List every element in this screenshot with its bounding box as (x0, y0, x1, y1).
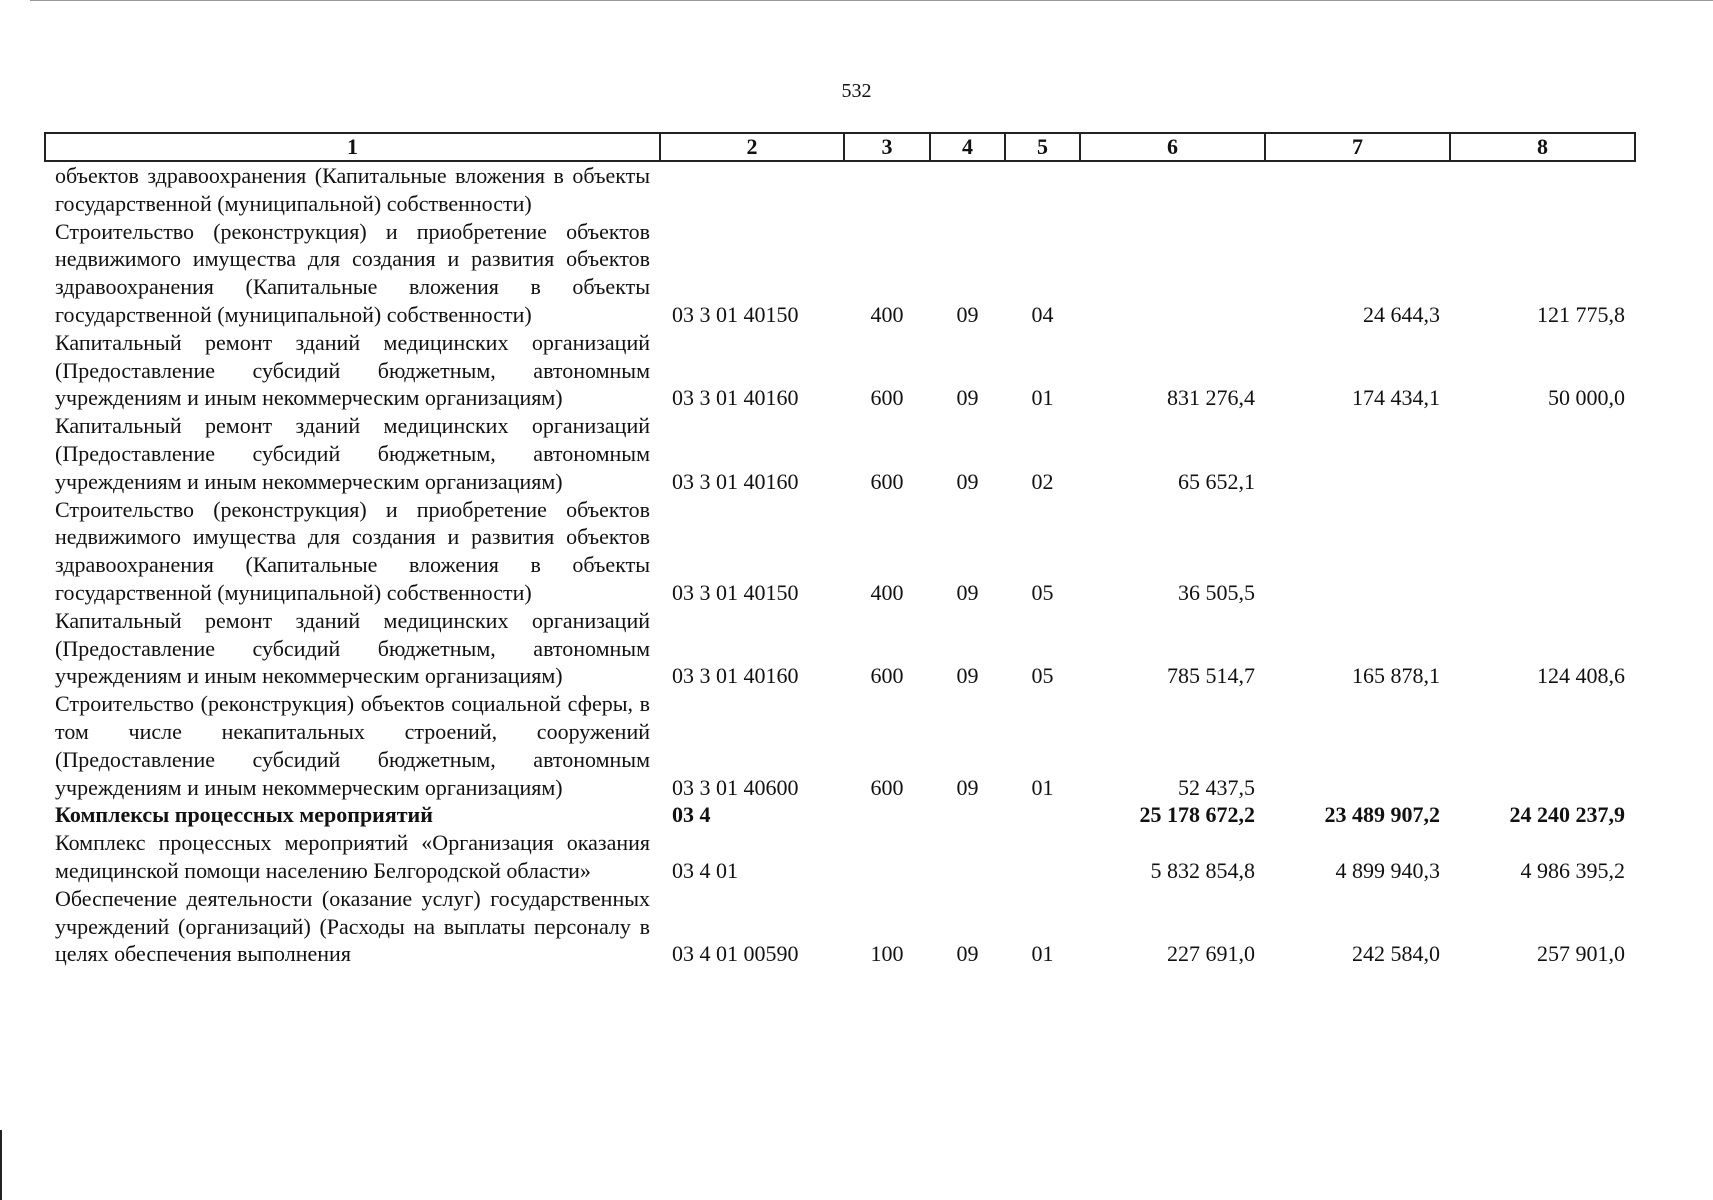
row-code-cell: 03 3 01 40600 (672, 774, 799, 800)
row-value-8-cell: 124 408,6 (1537, 663, 1625, 689)
row-value-6-cell: 831 276,4 (1167, 385, 1255, 411)
table-row (45, 496, 1635, 607)
budget-table (44, 132, 1636, 968)
row-name-cell: Комплекс процессных мероприятий «Организация оказания медицинской помощи населению Белгородской области» (55, 830, 650, 883)
column-header: 2 (660, 133, 844, 161)
row-value-7-cell (1265, 412, 1450, 495)
row-subsection-cell: 01 (1031, 941, 1054, 967)
column-header: 3 (844, 133, 930, 161)
table-row (45, 218, 1635, 329)
row-section-cell (930, 161, 1005, 218)
row-subsection-cell (1005, 829, 1080, 885)
row-subsection-cell: 04 (1031, 301, 1054, 327)
row-value-8-cell (1450, 690, 1635, 801)
row-value-7-cell (1265, 161, 1450, 218)
row-value-6-cell: 52 437,5 (1178, 774, 1255, 800)
row-code-cell: 03 4 01 (672, 857, 738, 883)
page-number: 532 (841, 80, 872, 102)
row-value-7-cell: 23 489 907,2 (1324, 802, 1440, 828)
row-vr-cell: 600 (870, 468, 904, 494)
table-row (45, 412, 1635, 495)
table-row (45, 829, 1635, 885)
row-value-8-cell: 24 240 237,9 (1509, 802, 1625, 828)
row-value-8-cell (1450, 412, 1635, 495)
row-section-cell: 09 (956, 663, 979, 689)
row-subsection-cell: 01 (1031, 385, 1054, 411)
row-code-cell: 03 4 (672, 802, 711, 828)
column-header: 6 (1080, 133, 1265, 161)
row-vr-cell: 600 (870, 774, 904, 800)
row-section-cell: 09 (956, 301, 979, 327)
top-border-line (30, 0, 1713, 1)
row-section-cell: 09 (956, 774, 979, 800)
row-section-cell: 09 (956, 579, 979, 605)
table-row (45, 607, 1635, 690)
row-vr-cell (844, 829, 930, 885)
table-row (45, 801, 1635, 829)
row-code-cell: 03 3 01 40160 (672, 663, 799, 689)
row-subsection-cell: 05 (1031, 579, 1054, 605)
table-body (45, 161, 1635, 968)
row-section-cell: 09 (956, 941, 979, 967)
row-value-6-cell (1080, 218, 1265, 329)
row-name-cell: Капитальный ремонт зданий медицинских организаций (Предоставление субсидий бюджетным, автономным учреждениям и иным некоммерческим организациям) (55, 413, 650, 494)
row-value-7-cell (1265, 690, 1450, 801)
column-header: 1 (45, 133, 660, 161)
row-name-cell: Капитальный ремонт зданий медицинских организаций (Предоставление субсидий бюджетным, автономным учреждениям и иным некоммерческим организациям) (55, 329, 650, 411)
row-value-6-cell: 25 178 672,2 (1139, 802, 1255, 828)
column-header: 7 (1265, 133, 1450, 161)
column-header: 5 (1005, 133, 1080, 161)
row-vr-cell: 100 (870, 941, 904, 967)
row-vr-cell: 400 (870, 301, 904, 327)
table-row (45, 161, 1635, 218)
row-value-7-cell (1265, 496, 1450, 607)
row-value-7-cell: 165 878,1 (1352, 663, 1440, 689)
row-name-cell: Комплексы процессных мероприятий (55, 802, 433, 828)
column-header: 4 (930, 133, 1005, 161)
row-code-cell: 03 3 01 40160 (672, 385, 799, 411)
row-value-6-cell: 227 691,0 (1167, 941, 1255, 967)
row-value-7-cell: 4 899 940,3 (1335, 857, 1440, 883)
table-row (45, 329, 1635, 412)
table-row (45, 690, 1635, 801)
row-subsection-cell: 02 (1031, 468, 1054, 494)
row-code-cell: 03 4 01 00590 (672, 941, 799, 967)
row-code-cell: 03 3 01 40150 (672, 579, 799, 605)
row-value-6-cell (1080, 161, 1265, 218)
row-code-cell (660, 161, 844, 218)
row-subsection-cell: 01 (1031, 774, 1054, 800)
row-subsection-cell (1005, 161, 1080, 218)
row-value-8-cell: 4 986 395,2 (1520, 857, 1625, 883)
row-section-cell: 09 (956, 385, 979, 411)
row-code-cell: 03 3 01 40160 (672, 468, 799, 494)
row-value-8-cell (1450, 161, 1635, 218)
row-vr-cell: 400 (870, 579, 904, 605)
row-value-8-cell: 257 901,0 (1537, 941, 1625, 967)
left-border-line (0, 1130, 2, 1200)
row-section-cell (930, 829, 1005, 885)
table-header-row (45, 133, 1635, 161)
table-row (45, 885, 1635, 968)
row-code-cell: 03 3 01 40150 (672, 301, 799, 327)
row-section-cell: 09 (956, 468, 979, 494)
row-subsection-cell (1005, 801, 1080, 829)
row-value-8-cell: 121 775,8 (1537, 301, 1625, 327)
row-name-cell: Капитальный ремонт зданий медицинских организаций (Предоставление субсидий бюджетным, автономным учреждениям и иным некоммерческим организациям) (55, 607, 650, 689)
row-name-cell: Строительство (реконструкция) и приобретение объектов недвижимого имущества для создания и развития объектов здравоохранения (Капитальные вложения в объекты государственной (муниципальной) собственности) (55, 496, 650, 605)
row-subsection-cell: 05 (1031, 663, 1054, 689)
row-name-cell: Строительство (реконструкция) объектов социальной сферы, в том числе некапитальных строений, сооружений (Предоставление субсидий бюджетным, автономным учреждениям и иным некоммерческим организациям) (55, 691, 650, 800)
row-value-6-cell: 65 652,1 (1178, 468, 1255, 494)
row-value-7-cell: 24 644,3 (1363, 301, 1440, 327)
row-name-cell: Строительство (реконструкция) и приобретение объектов недвижимого имущества для создания и развития объектов здравоохранения (Капитальные вложения в объекты государственной (муниципальной) собственности) (55, 218, 650, 327)
row-value-8-cell (1450, 496, 1635, 607)
row-vr-cell (844, 801, 930, 829)
row-name-cell: объектов здравоохранения (Капитальные вложения в объекты государственной (муниципальной) собственности) (55, 163, 650, 216)
row-value-7-cell: 242 584,0 (1352, 941, 1440, 967)
row-value-6-cell: 36 505,5 (1178, 579, 1255, 605)
row-section-cell (930, 801, 1005, 829)
row-name-cell: Обеспечение деятельности (оказание услуг) государственных учреждений (организаций) (Расходы на выплаты персоналу в целях обеспечения выполнения (55, 885, 650, 967)
row-vr-cell: 600 (870, 663, 904, 689)
row-value-8-cell: 50 000,0 (1548, 385, 1625, 411)
row-value-6-cell: 785 514,7 (1167, 663, 1255, 689)
row-value-6-cell: 5 832 854,8 (1150, 857, 1255, 883)
column-header: 8 (1450, 133, 1635, 161)
row-vr-cell: 600 (870, 385, 904, 411)
row-value-7-cell: 174 434,1 (1352, 385, 1440, 411)
row-vr-cell (844, 161, 930, 218)
